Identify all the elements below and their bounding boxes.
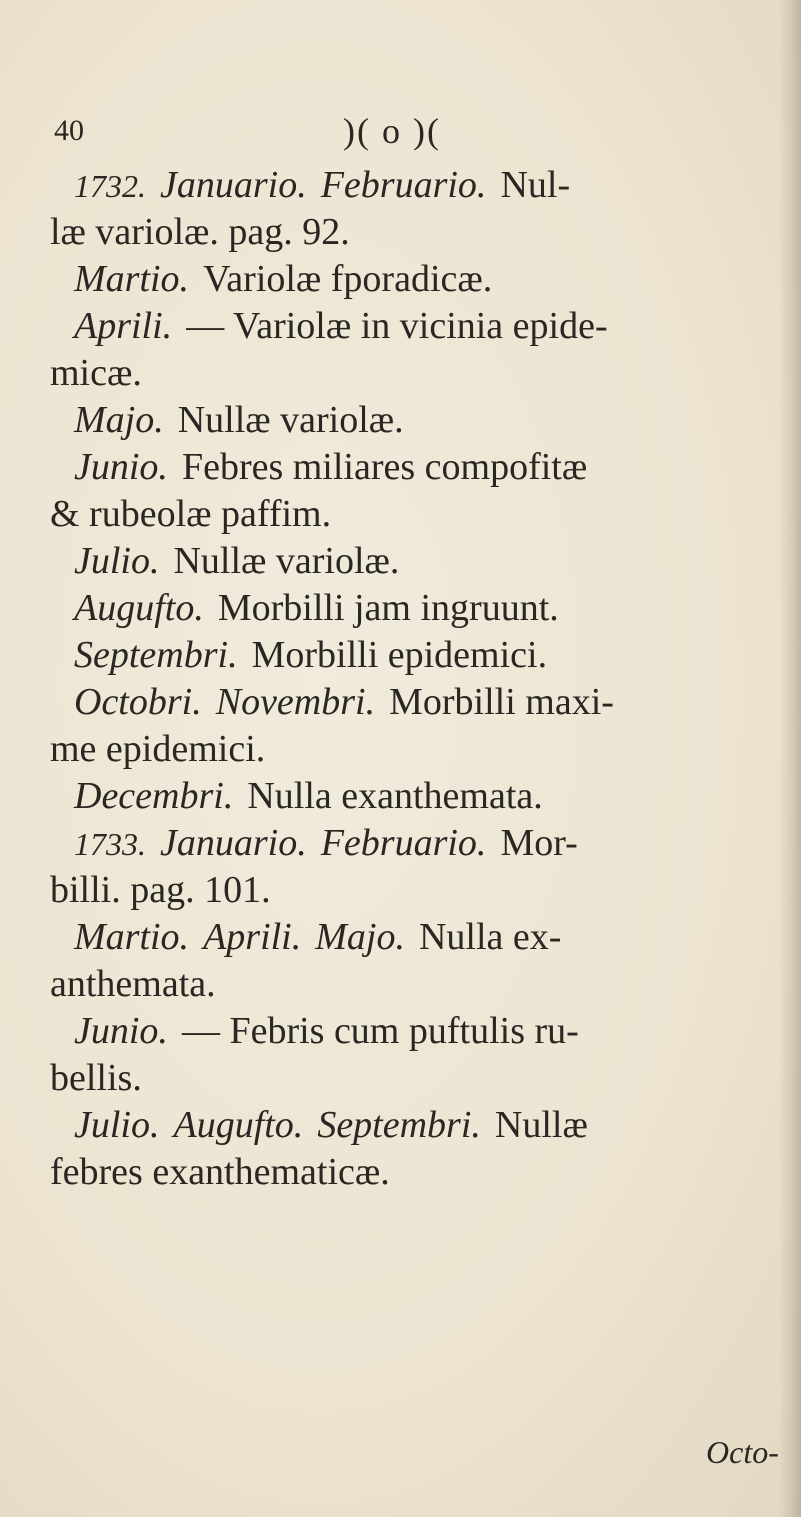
text-line-3 xyxy=(74,256,801,302)
text-line-14 xyxy=(74,773,801,819)
month-label: Augufto. xyxy=(74,587,204,629)
text-line-5 xyxy=(50,350,801,396)
month-label: Julio. xyxy=(74,540,160,582)
month-label: Majo. xyxy=(315,916,405,958)
month-label: Augufto. xyxy=(173,1104,304,1146)
text-line-2 xyxy=(50,209,801,255)
month-label: Februario. xyxy=(320,164,487,206)
entry-text: — Variolæ in vicinia epide- xyxy=(186,305,608,347)
text-line-10 xyxy=(74,585,801,631)
month-label: Septembri. xyxy=(74,634,238,676)
entry-text: — Febris cum puftulis ru- xyxy=(181,1010,579,1052)
text-line-6 xyxy=(74,397,801,443)
entry-text: anthemata. xyxy=(50,963,216,1005)
entry-text: & rubeolæ paffim. xyxy=(50,493,332,535)
entry-text: Morbilli jam ingruunt. xyxy=(217,587,559,629)
text-line-8 xyxy=(50,491,801,537)
text-line-17 xyxy=(74,914,801,960)
entry-text: Nullæ xyxy=(494,1104,588,1146)
text-line-12 xyxy=(74,679,801,725)
year-1733: 1733. xyxy=(74,826,146,862)
page-number: 40 xyxy=(54,114,84,147)
text-line-16 xyxy=(50,867,801,913)
month-label: Septembri. xyxy=(317,1104,481,1146)
text-line-15 xyxy=(74,820,801,867)
month-label: Aprili. xyxy=(203,916,302,958)
month-label: Februario. xyxy=(320,822,487,864)
text-line-18 xyxy=(50,961,801,1007)
entry-text: læ variolæ. pag. 92. xyxy=(50,211,350,253)
entry-text: Nullæ variolæ. xyxy=(177,399,404,441)
month-label: Junio. xyxy=(74,1010,168,1052)
text-line-19 xyxy=(74,1008,801,1054)
year-1732: 1732. xyxy=(74,168,146,204)
text-line-22 xyxy=(50,1149,801,1195)
text-line-9 xyxy=(74,538,801,584)
entry-text: Variolæ fporadicæ. xyxy=(203,258,493,300)
text-line-1 xyxy=(74,162,801,209)
entry-text: Morbilli epidemici. xyxy=(251,634,548,676)
entry-text: Nulla ex- xyxy=(418,916,562,958)
month-label: Novembri. xyxy=(215,681,376,723)
entry-text: Nulla exanthemata. xyxy=(247,775,543,817)
text-line-11 xyxy=(74,632,801,678)
entry-text: me epidemici. xyxy=(50,728,266,770)
entry-text: bellis. xyxy=(50,1057,142,1099)
text-line-4 xyxy=(74,303,801,349)
month-label: Julio. xyxy=(74,1104,160,1146)
page-header xyxy=(0,108,801,154)
text-line-13 xyxy=(50,726,801,772)
month-label: Januario. xyxy=(160,164,307,206)
catchword: Octo- xyxy=(706,1434,779,1470)
month-label: Decembri. xyxy=(74,775,234,817)
text-line-21 xyxy=(74,1102,801,1148)
entry-text: Mor- xyxy=(500,822,578,864)
header-ornament: )( o )( xyxy=(343,111,441,151)
entry-text: Nullæ variolæ. xyxy=(173,540,400,582)
text-line-7 xyxy=(74,444,801,490)
text-line-20 xyxy=(50,1055,801,1101)
month-label: Martio. xyxy=(74,258,190,300)
month-label: Januario. xyxy=(160,822,307,864)
month-label: Majo. xyxy=(74,399,164,441)
entry-text: Morbilli maxi- xyxy=(389,681,614,723)
entry-text: Nul- xyxy=(500,164,571,206)
month-label: Junio. xyxy=(74,446,168,488)
month-label: Octobri. xyxy=(74,681,202,723)
month-label: Aprili. xyxy=(74,305,173,347)
entry-text: billi. pag. 101. xyxy=(50,869,271,911)
month-label: Martio. xyxy=(74,916,190,958)
entry-text: Febres miliares compofitæ xyxy=(181,446,588,488)
entry-text: febres exanthematicæ. xyxy=(50,1151,390,1193)
entry-text: micæ. xyxy=(50,352,142,394)
